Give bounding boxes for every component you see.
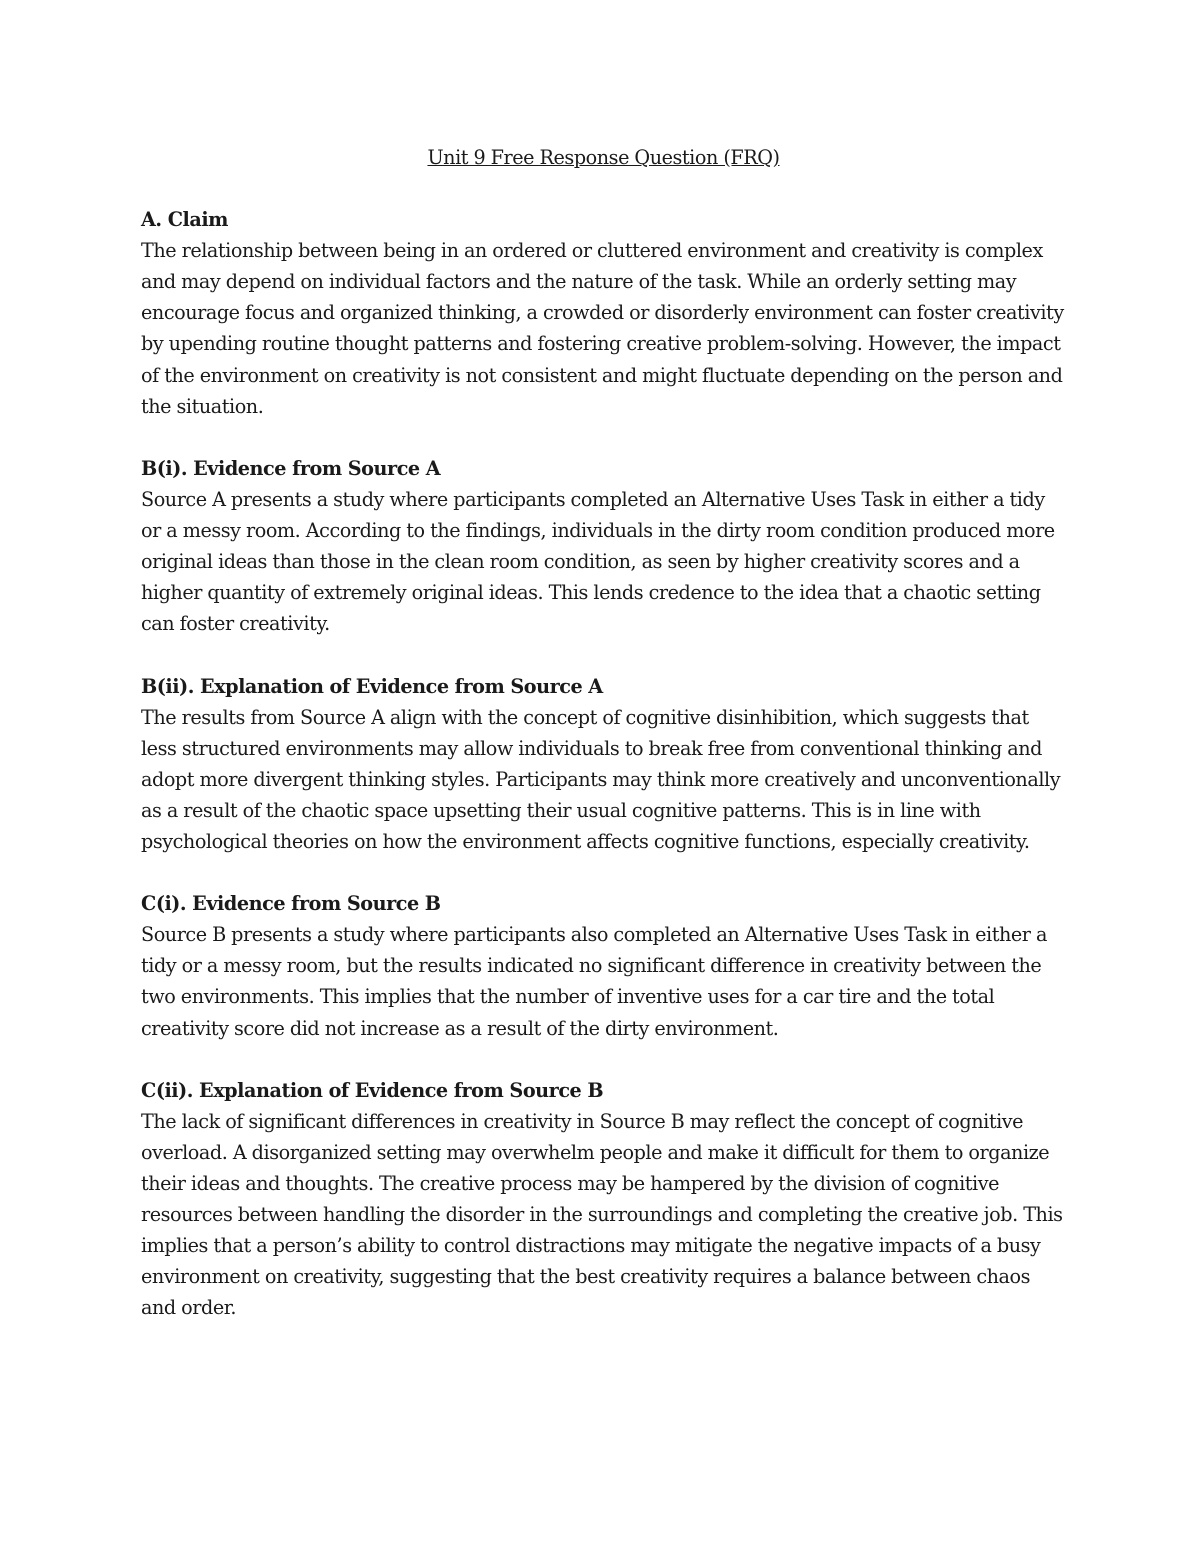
section-heading: B(i). Evidence from Source A: [141, 456, 441, 480]
section-evidence-source-a: [141, 453, 1066, 640]
section-heading: A. Claim: [141, 208, 229, 232]
section-body: The results from Source A align with the concept of cognitive disinhibition, which suggests that less structured environments may allow individuals to break free from conventional thinking and adopt more divergent thinking styles. Participants may think more creatively and unconventionally as a result of the chaotic space upsetting their usual cognitive patterns. This is in line with psychological theories on how the environment affects cognitive functions, especially creativity.: [141, 705, 1061, 853]
section-body: The lack of significant differences in creativity in Source B may reflect the concept of cognitive overload. A disorganized setting may overwhelm people and make it difficult for them to organize their ideas and thoughts. The creative process may be hampered by the division of cognitive resources between handling the disorder in the surroundings and completing the creative job. This implies that a person’s ability to control distractions may mitigate the negative impacts of a busy environment on creativity, suggesting that the best creativity requires a balance between chaos and order.: [141, 1109, 1063, 1320]
section-heading: B(ii). Explanation of Evidence from Source A: [141, 674, 603, 698]
section-explanation-source-b: [141, 1075, 1066, 1324]
section-body: The relationship between being in an ordered or cluttered environment and creativity is complex and may depend on individual factors and the nature of the task. While an orderly setting may encourage focus and organized thinking, a crowded or disorderly environment can foster creativity by upending routine thought patterns and fostering creative problem-solving. However, the impact of the environment on creativity is not consistent and might fluctuate depending on the person and the situation.: [141, 239, 1064, 418]
document-content: [141, 142, 1066, 1355]
section-body: Source A presents a study where participants completed an Alternative Uses Task in either a tidy or a messy room. According to the findings, individuals in the dirty room condition produced more original ideas than those in the clean room condition, as seen by higher creativity scores and a higher quantity of extremely original ideas. This lends credence to the idea that a chaotic setting can foster creativity.: [141, 487, 1055, 636]
document-title: Unit 9 Free Response Question (FRQ): [427, 146, 780, 169]
section-evidence-source-b: [141, 888, 1066, 1043]
section-claim: [141, 204, 1066, 422]
section-body: Source B presents a study where participants also completed an Alternative Uses Task in either a tidy or a messy room, but the results indicated no significant difference in creativity between the two environments. This implies that the number of inventive uses for a car tire and the total creativity score did not increase as a result of the dirty environment.: [141, 923, 1047, 1040]
section-heading: C(i). Evidence from Source B: [141, 892, 441, 916]
section-explanation-source-a: [141, 671, 1066, 858]
section-heading: C(ii). Explanation of Evidence from Source B: [141, 1078, 604, 1102]
